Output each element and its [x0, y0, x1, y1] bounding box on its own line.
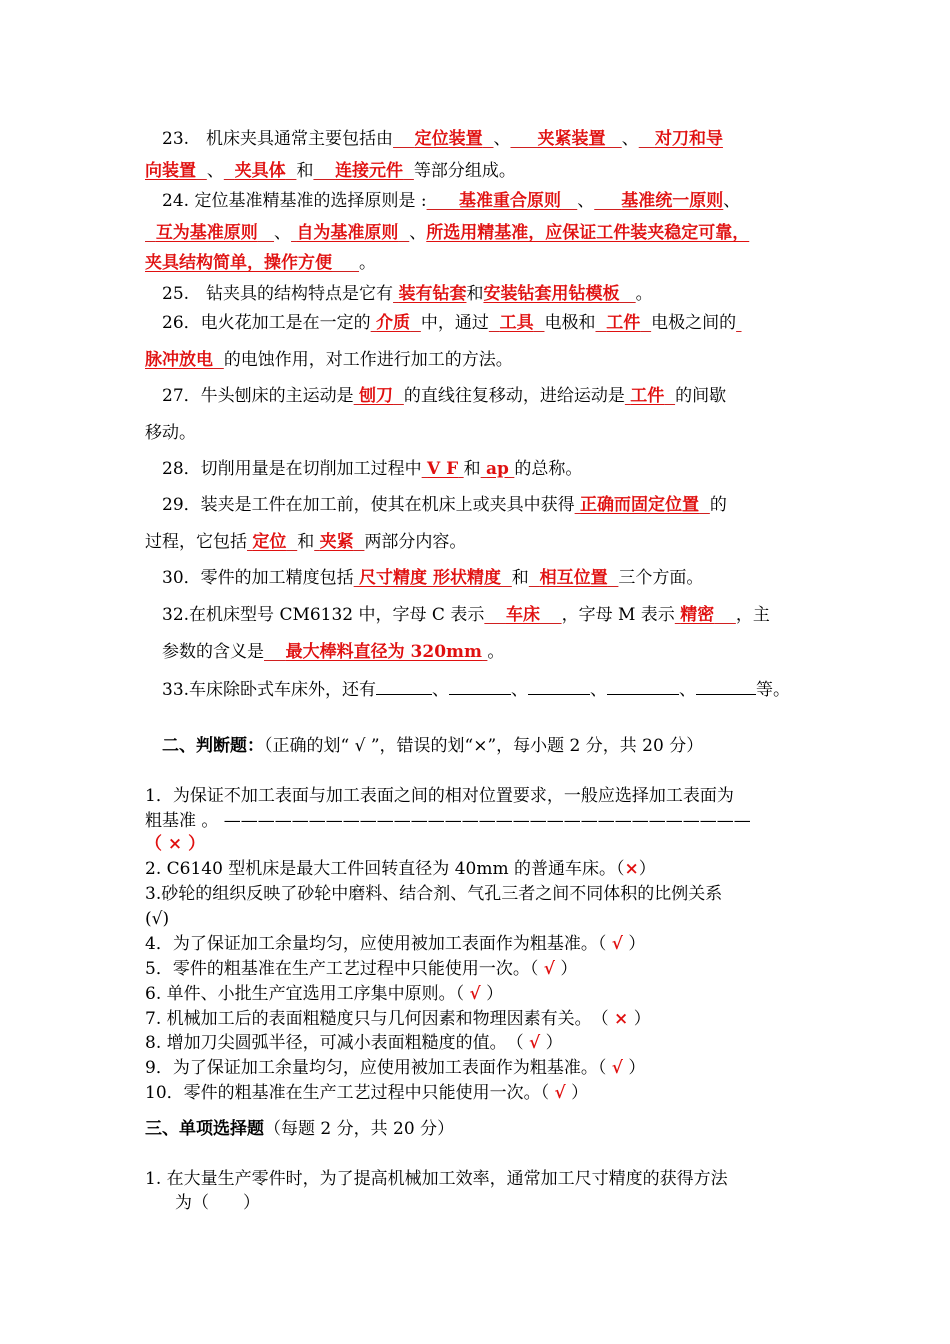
judge-item-1-mark: （ × ） [145, 834, 206, 854]
answer-23-3: 对刀和导 [654, 129, 723, 149]
mc-question-1-cont: 为（ ） [175, 1193, 260, 1213]
answer-32-2: 精密 [680, 605, 715, 625]
answer-26-3: 工件 [606, 313, 641, 333]
answer-24-3: 互为基准原则 [155, 223, 258, 243]
answer-28-1: V F [427, 459, 459, 479]
question-24: 24. 定位基准精基准的选择原则是 : 基准重合原则 、 基准统一原则、 [162, 191, 741, 211]
answer-30-2: 相互位置 [539, 568, 608, 588]
judge-mark-10: √ [554, 1083, 566, 1103]
question-33: 33.车床除卧式车床外，还有 、 、 、 、 等。 [162, 680, 791, 700]
question-23: 23. 机床夹具通常主要包括由 定位装置 、 夹紧装置 、 对刀和导 [162, 129, 723, 149]
question-30: 30．零件的加工精度包括 尺寸精度 形状精度 和 相互位置 三个方面。 [162, 568, 704, 588]
blank-33-3[interactable] [528, 678, 590, 695]
answer-32-1: 车床 [505, 605, 540, 625]
question-24-cont: 互为基准原则 、 自为基准原则 、所选用精基准，应保证工件装夹稳定可靠， [155, 223, 750, 243]
answer-24-4: 自为基准原则 [296, 223, 399, 243]
answer-25-1: 装有钻套 [398, 284, 467, 304]
answer-23-5: 连接元件 [335, 161, 404, 181]
judge-item-9: 9．为了保证加工余量均匀，应使用被加工表面作为粗基准。（ √ ） [145, 1058, 646, 1078]
question-29-cont: 过程，它包括 定位 和 夹紧 两部分内容。 [145, 532, 467, 552]
judge-item-3: 3.砂轮的组织反映了砂轮中磨料、结合剂、气孔三者之间不同体积的比例关系 [145, 884, 723, 904]
answer-24-5: 所选用精基准，应保证工件装夹稳定可靠， [426, 223, 750, 243]
judge-mark-7: × [614, 1009, 629, 1029]
judge-item-5: 5．零件的粗基准在生产工艺过程中只能使用一次。（ √ ） [145, 959, 578, 979]
question-27: 27．牛头刨床的主运动是 刨刀 的直线往复移动，进给运动是 工件 的间歇 [162, 386, 727, 406]
judge-mark-4: √ [611, 934, 623, 954]
blank-33-1[interactable] [376, 678, 432, 695]
judge-mark-9: √ [611, 1058, 623, 1078]
section-3-heading [145, 1118, 454, 1140]
judge-mark-8: √ [529, 1033, 541, 1053]
answer-26-4: 脉冲放电 [145, 350, 213, 370]
section-2-heading [162, 735, 703, 757]
blank-33-5[interactable] [696, 678, 756, 695]
answer-24-1: 基准重合原则 [459, 191, 562, 211]
question-26-cont: 脉冲放电 的电蚀作用，对工作进行加工的方法。 [145, 350, 513, 370]
judge-mark-2: × [624, 859, 639, 879]
answer-29-3: 夹紧 [319, 532, 354, 552]
judge-item-6: 6. 单件、小批生产宜选用工序集中原则。（ √ ） [145, 984, 504, 1004]
answer-29-1: 正确而固定位置 [580, 495, 700, 515]
answer-28-2: ap [486, 459, 509, 479]
question-27-cont: 移动。 [145, 423, 196, 443]
mc-question-1: 1. 在大量生产零件时，为了提高机械加工效率，通常加工尺寸精度的获得方法 [145, 1169, 728, 1189]
question-23-cont: 向装置 、 夹具体 和 连接元件 等部分组成。 [145, 161, 516, 181]
judge-mark-6: √ [469, 984, 481, 1004]
answer-26-2: 工具 [499, 313, 534, 333]
question-25: 25. 钻夹具的结构特点是它有 装有钻套和安装钻套用钻模板 。 [162, 284, 653, 304]
question-24-cont2: 夹具结构简单，操作方便 。 [145, 253, 377, 273]
section-2-note: （正确的划“ √ ”，错误的划“×”，每小题 2 分，共 20 分） [264, 736, 704, 756]
section-3-note: （每题 2 分，共 20 分） [264, 1119, 455, 1139]
answer-23-1: 定位装置 [414, 129, 483, 149]
judge-item-8: 8. 增加刀尖圆弧半径，可减小表面粗糙度的值。 （ √ ） [145, 1033, 563, 1053]
blank-33-2[interactable] [449, 678, 511, 695]
section-2-title: 二、判断题： [162, 736, 264, 756]
question-26: 26．电火花加工是在一定的 介质 中，通过 工具 电极和 工件 电极之间的 [162, 313, 737, 333]
judge-item-2: 2. C6140 型机床是最大工件回转直径为 40mm 的普通车床。（×） [145, 859, 656, 879]
answer-25-2: 安装钻套用钻模板 [483, 284, 620, 304]
blank-33-4[interactable] [607, 678, 679, 695]
answer-32-3: 最大棒料直径为 320mm [285, 642, 483, 662]
answer-26-1: 介质 [376, 313, 411, 333]
question-28: 28．切削用量是在切削加工过程中 V F 和 ap 的总称。 [162, 459, 583, 479]
answer-24-2: 基准统一原则 [621, 191, 724, 211]
answer-27-1: 刨刀 [359, 386, 394, 406]
question-32: 32.在机床型号 CM6132 中，字母 C 表示 车床 ，字母 M 表示 精密 ，主 [162, 605, 770, 625]
judge-item-4: 4．为了保证加工余量均匀，应使用被加工表面作为粗基准。（ √ ） [145, 934, 646, 954]
judge-item-1-cont: 粗基准 。 ——————————————————————————————— [145, 811, 751, 831]
answer-29-2: 定位 [252, 532, 287, 552]
answer-30-1: 尺寸精度 形状精度 [359, 568, 501, 588]
judge-item-10: 10．零件的粗基准在生产工艺过程中只能使用一次。（ √ ） [145, 1083, 589, 1103]
judge-item-3-mark: (√) [145, 909, 170, 929]
judge-item-1: 1．为保证不加工表面与加工表面之间的相对位置要求，一般应选择加工表面为 [145, 786, 734, 806]
question-32-cont: 参数的含义是 最大棒料直径为 320mm 。 [162, 642, 505, 662]
judge-item-7: 7. 机械加工后的表面粗糙度只与几何因素和物理因素有关。 （ × ） [145, 1009, 651, 1029]
question-29: 29．装夹是工件在加工前，使其在机床上或夹具中获得 正确而固定位置 的 [162, 495, 727, 515]
judge-mark-5: √ [543, 959, 555, 979]
answer-27-2: 工件 [630, 386, 665, 406]
answer-23-4: 夹具体 [234, 161, 286, 181]
section-3-title: 三、单项选择题 [145, 1119, 264, 1139]
answer-23-2: 夹紧装置 [537, 129, 606, 149]
